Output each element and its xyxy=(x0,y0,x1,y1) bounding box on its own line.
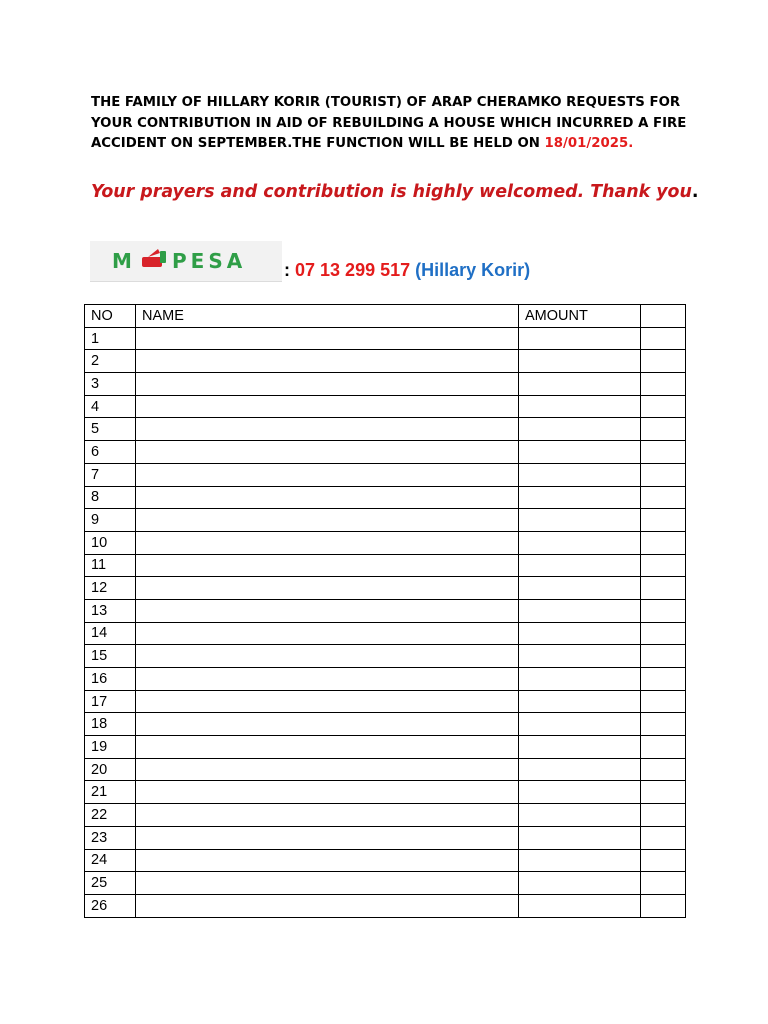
name-cell[interactable] xyxy=(136,441,519,464)
amount-cell[interactable] xyxy=(519,395,641,418)
extra-cell[interactable] xyxy=(641,509,686,532)
row-number-cell: 14 xyxy=(85,622,136,645)
name-cell[interactable] xyxy=(136,894,519,917)
prayer-period: . xyxy=(691,182,699,202)
extra-cell[interactable] xyxy=(641,622,686,645)
name-cell[interactable] xyxy=(136,531,519,554)
extra-cell[interactable] xyxy=(641,350,686,373)
table-row xyxy=(85,894,686,917)
table-row xyxy=(85,668,686,691)
table-row xyxy=(85,441,686,464)
extra-cell[interactable] xyxy=(641,894,686,917)
table-header-row xyxy=(85,305,686,328)
extra-cell[interactable] xyxy=(641,804,686,827)
extra-cell[interactable] xyxy=(641,531,686,554)
mpesa-logo xyxy=(90,241,282,282)
amount-cell[interactable] xyxy=(519,463,641,486)
table-row xyxy=(85,463,686,486)
mpesa-phone-number: 07 13 299 517 xyxy=(295,260,411,280)
row-number-cell: 15 xyxy=(85,645,136,668)
row-number-cell: 12 xyxy=(85,577,136,600)
row-number-cell: 26 xyxy=(85,894,136,917)
name-cell[interactable] xyxy=(136,599,519,622)
extra-cell[interactable] xyxy=(641,826,686,849)
amount-cell[interactable] xyxy=(519,736,641,759)
amount-cell[interactable] xyxy=(519,668,641,691)
contribution-table xyxy=(84,304,686,918)
name-cell[interactable] xyxy=(136,486,519,509)
row-number-cell: 7 xyxy=(85,463,136,486)
name-cell[interactable] xyxy=(136,872,519,895)
payee-name: (Hillary Korir) xyxy=(415,260,531,280)
row-number-cell: 3 xyxy=(85,373,136,396)
function-date: 18/01/2025. xyxy=(544,136,634,151)
table-row xyxy=(85,758,686,781)
amount-cell[interactable] xyxy=(519,872,641,895)
extra-cell[interactable] xyxy=(641,373,686,396)
name-cell[interactable] xyxy=(136,418,519,441)
header-extra xyxy=(641,305,686,328)
header-no: NO xyxy=(85,305,136,328)
row-number-cell: 20 xyxy=(85,758,136,781)
table-row xyxy=(85,599,686,622)
name-cell[interactable] xyxy=(136,736,519,759)
table-row xyxy=(85,690,686,713)
extra-cell[interactable] xyxy=(641,645,686,668)
amount-cell[interactable] xyxy=(519,599,641,622)
header-name: NAME xyxy=(136,305,519,328)
table-row xyxy=(85,373,686,396)
amount-cell[interactable] xyxy=(519,418,641,441)
phone-icon xyxy=(142,249,166,267)
amount-cell[interactable] xyxy=(519,373,641,396)
table-row xyxy=(85,849,686,872)
name-cell[interactable] xyxy=(136,463,519,486)
name-cell[interactable] xyxy=(136,577,519,600)
row-number-cell: 17 xyxy=(85,690,136,713)
name-cell[interactable] xyxy=(136,350,519,373)
extra-cell[interactable] xyxy=(641,554,686,577)
svg-text:M: M xyxy=(112,249,134,273)
amount-cell[interactable] xyxy=(519,804,641,827)
name-cell[interactable] xyxy=(136,826,519,849)
row-number-cell: 13 xyxy=(85,599,136,622)
name-cell[interactable] xyxy=(136,804,519,827)
name-cell[interactable] xyxy=(136,781,519,804)
amount-cell[interactable] xyxy=(519,622,641,645)
amount-cell[interactable] xyxy=(519,826,641,849)
row-number-cell: 18 xyxy=(85,713,136,736)
table-row xyxy=(85,736,686,759)
amount-cell[interactable] xyxy=(519,486,641,509)
row-number-cell: 10 xyxy=(85,531,136,554)
table-row xyxy=(85,713,686,736)
extra-cell[interactable] xyxy=(641,690,686,713)
name-cell[interactable] xyxy=(136,668,519,691)
row-number-cell: 9 xyxy=(85,509,136,532)
amount-cell[interactable] xyxy=(519,350,641,373)
extra-cell[interactable] xyxy=(641,327,686,350)
row-number-cell: 4 xyxy=(85,395,136,418)
table-row xyxy=(85,327,686,350)
extra-cell[interactable] xyxy=(641,736,686,759)
table-row xyxy=(85,395,686,418)
table-row xyxy=(85,577,686,600)
notice-body: THE FAMILY OF HILLARY KORIR (TOURIST) OF ARAP CHERAMKO REQUESTS FOR YOUR CONTRIBUTION IN AID OF REBUILDING A HOUSE WHICH INCURRED A FIRE ACCIDENT ON SEPTEMBER.THE FUNCTION WILL BE HELD ON xyxy=(91,95,687,151)
row-number-cell: 16 xyxy=(85,668,136,691)
extra-cell[interactable] xyxy=(641,395,686,418)
amount-cell[interactable] xyxy=(519,894,641,917)
prayer-message xyxy=(91,180,701,205)
amount-cell[interactable] xyxy=(519,758,641,781)
row-number-cell: 2 xyxy=(85,350,136,373)
row-number-cell: 1 xyxy=(85,327,136,350)
table-row xyxy=(85,826,686,849)
name-cell[interactable] xyxy=(136,554,519,577)
table-row xyxy=(85,418,686,441)
amount-cell[interactable] xyxy=(519,554,641,577)
amount-cell[interactable] xyxy=(519,690,641,713)
notice-text xyxy=(91,93,691,155)
amount-cell[interactable] xyxy=(519,781,641,804)
name-cell[interactable] xyxy=(136,758,519,781)
extra-cell[interactable] xyxy=(641,599,686,622)
row-number-cell: 19 xyxy=(85,736,136,759)
extra-cell[interactable] xyxy=(641,486,686,509)
row-number-cell: 11 xyxy=(85,554,136,577)
payment-line xyxy=(284,260,530,281)
extra-cell[interactable] xyxy=(641,849,686,872)
payment-colon: : xyxy=(284,260,290,280)
amount-cell[interactable] xyxy=(519,327,641,350)
name-cell[interactable] xyxy=(136,622,519,645)
table-row xyxy=(85,509,686,532)
table-row xyxy=(85,645,686,668)
table-row xyxy=(85,554,686,577)
extra-cell[interactable] xyxy=(641,577,686,600)
table-row xyxy=(85,486,686,509)
name-cell[interactable] xyxy=(136,327,519,350)
row-number-cell: 21 xyxy=(85,781,136,804)
row-number-cell: 22 xyxy=(85,804,136,827)
svg-text:PESA: PESA xyxy=(172,249,247,273)
row-number-cell: 8 xyxy=(85,486,136,509)
name-cell[interactable] xyxy=(136,849,519,872)
name-cell[interactable] xyxy=(136,373,519,396)
amount-cell[interactable] xyxy=(519,531,641,554)
name-cell[interactable] xyxy=(136,645,519,668)
prayer-text: Your prayers and contribution is highly welcomed. Thank you xyxy=(91,182,692,202)
table-row xyxy=(85,872,686,895)
table-row xyxy=(85,350,686,373)
name-cell[interactable] xyxy=(136,509,519,532)
table-row xyxy=(85,622,686,645)
mpesa-logo-graphic xyxy=(90,241,282,281)
table-row xyxy=(85,781,686,804)
table-row xyxy=(85,531,686,554)
table-body xyxy=(85,327,686,917)
row-number-cell: 5 xyxy=(85,418,136,441)
table-row xyxy=(85,804,686,827)
amount-cell[interactable] xyxy=(519,509,641,532)
name-cell[interactable] xyxy=(136,690,519,713)
amount-cell[interactable] xyxy=(519,441,641,464)
name-cell[interactable] xyxy=(136,395,519,418)
extra-cell[interactable] xyxy=(641,418,686,441)
extra-cell[interactable] xyxy=(641,781,686,804)
row-number-cell: 25 xyxy=(85,872,136,895)
extra-cell[interactable] xyxy=(641,872,686,895)
extra-cell[interactable] xyxy=(641,758,686,781)
amount-cell[interactable] xyxy=(519,713,641,736)
extra-cell[interactable] xyxy=(641,463,686,486)
amount-cell[interactable] xyxy=(519,849,641,872)
extra-cell[interactable] xyxy=(641,668,686,691)
amount-cell[interactable] xyxy=(519,645,641,668)
row-number-cell: 23 xyxy=(85,826,136,849)
extra-cell[interactable] xyxy=(641,713,686,736)
row-number-cell: 24 xyxy=(85,849,136,872)
amount-cell[interactable] xyxy=(519,577,641,600)
name-cell[interactable] xyxy=(136,713,519,736)
row-number-cell: 6 xyxy=(85,441,136,464)
header-amount: AMOUNT xyxy=(519,305,641,328)
extra-cell[interactable] xyxy=(641,441,686,464)
